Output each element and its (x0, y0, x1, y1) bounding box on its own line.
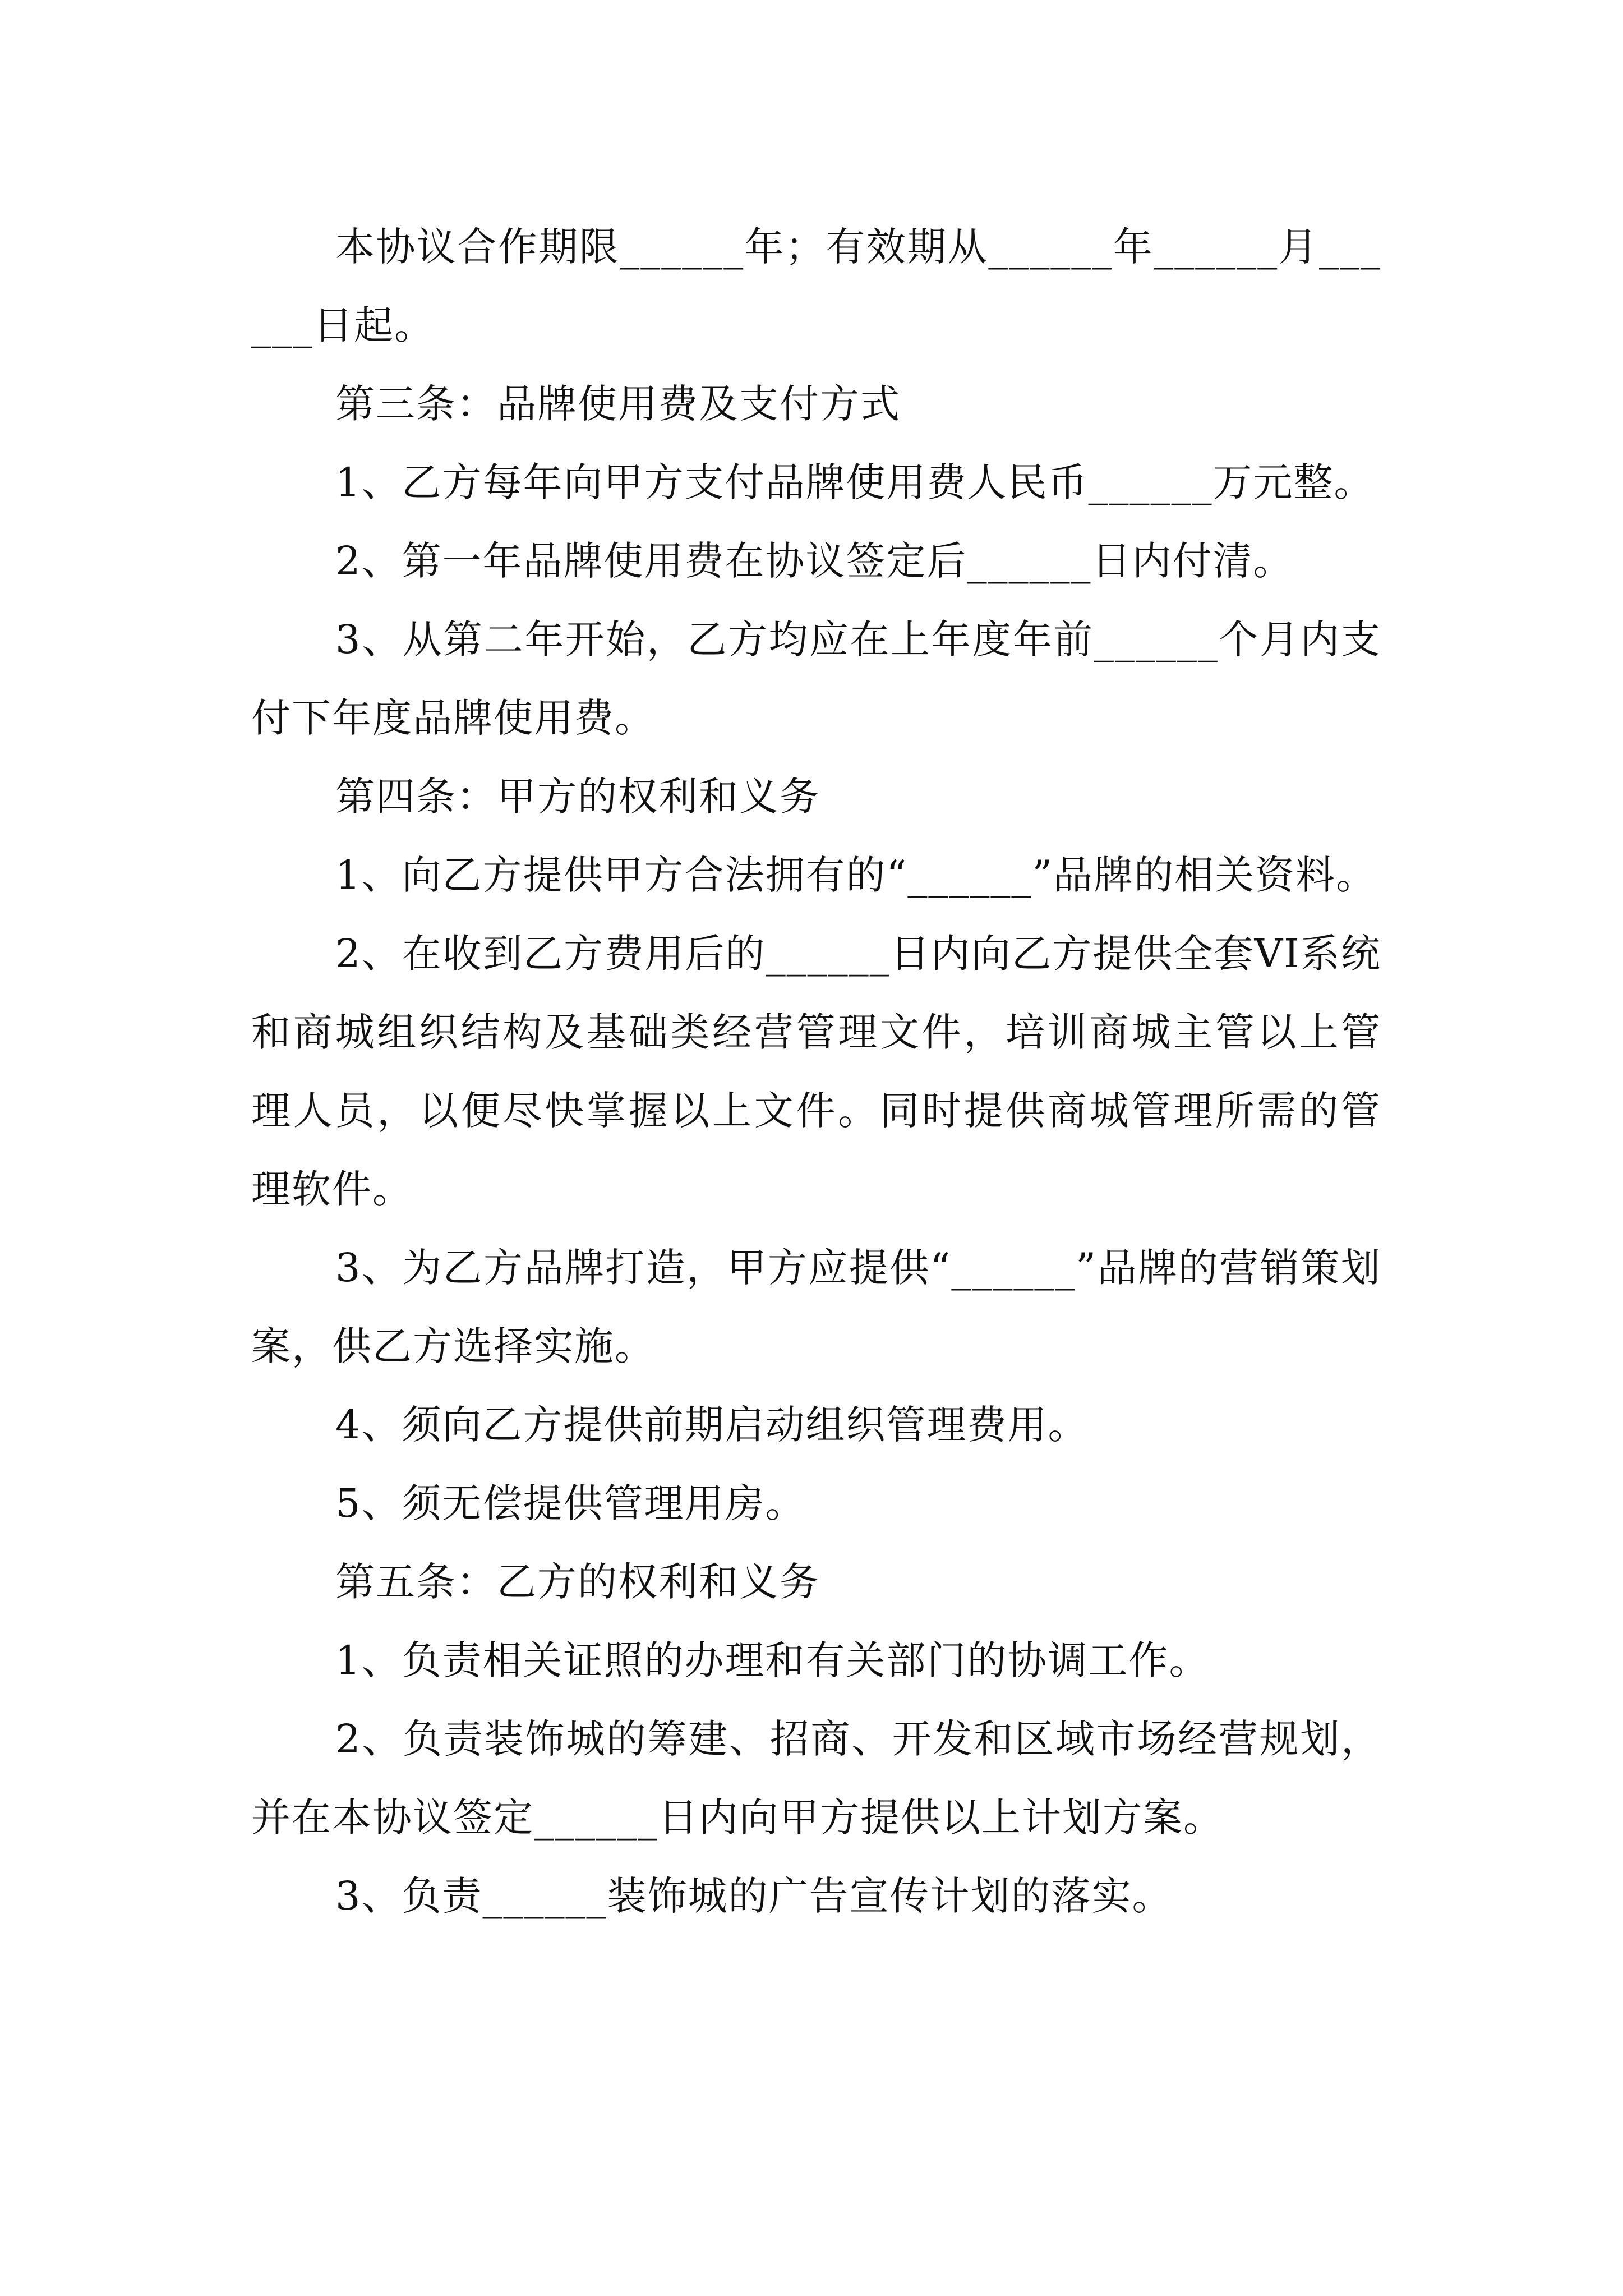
paragraph-party-b-item-1: 1、负责相关证照的办理和有关部门的协调工作。 (335, 1637, 1210, 1683)
heading-article-5: 第五条：乙方的权利和义务 (335, 1559, 820, 1605)
paragraph-party-b-item-2: 2、负责装饰城的筹建、招商、开发和区域市场经营规划，并在本协议签定______日内向甲方提供以上计划方案。 (251, 1716, 1381, 1841)
paragraph-fee-amount: 1、乙方每年向甲方支付品牌使用费人民币______万元整。 (335, 459, 1375, 505)
heading-article-3: 第三条：品牌使用费及支付方式 (335, 381, 901, 427)
heading-article-4: 第四条：甲方的权利和义务 (335, 774, 820, 820)
paragraph-party-a-item-1: 1、向乙方提供甲方合法拥有的“______”品牌的相关资料。 (335, 852, 1377, 898)
paragraph-party-b-item-3: 3、负责______装饰城的广告宣传计划的落实。 (335, 1873, 1173, 1919)
paragraph-party-a-item-5: 5、须无偿提供管理用房。 (335, 1480, 806, 1526)
paragraph-subsequent-payment: 3、从第二年开始，乙方均应在上年度年前______个月内支付下年度品牌使用费。 (251, 616, 1381, 741)
document-body (251, 208, 1381, 1935)
paragraph-term: 本协议合作期限______年；有效期从______年______月______日起。 (251, 224, 1381, 348)
paragraph-party-a-item-2: 2、在收到乙方费用后的______日内向乙方提供全套VI系统和商城组织结构及基础类经营管理文件，培训商城主管以上管理人员，以便尽快掌握以上文件。同时提供商城管理所需的管理软件。 (251, 931, 1381, 1212)
paragraph-party-a-item-4: 4、须向乙方提供前期启动组织管理费用。 (335, 1402, 1089, 1448)
paragraph-party-a-item-3: 3、为乙方品牌打造，甲方应提供“______”品牌的营销策划案，供乙方选择实施。 (251, 1245, 1381, 1369)
paragraph-first-year-payment: 2、第一年品牌使用费在协议签定后______日内付清。 (335, 538, 1294, 584)
